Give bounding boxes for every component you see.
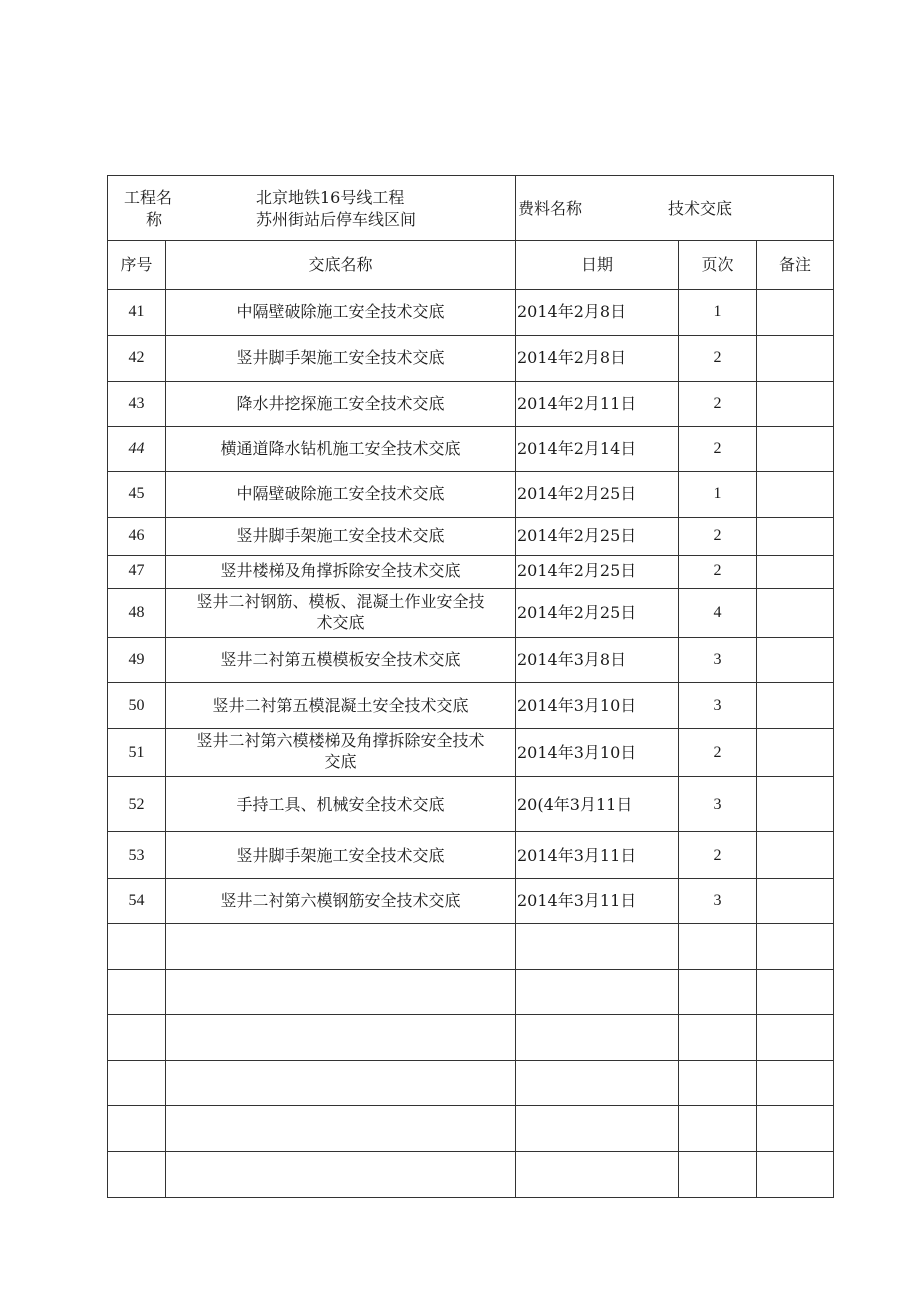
row-seq: 41: [128, 303, 145, 320]
row-seq: 46: [128, 527, 145, 544]
row-name: 横通道降水钻机施工安全技术交底: [220, 439, 461, 458]
project-label-line1: 工程名: [124, 188, 173, 207]
column-divider: [515, 240, 516, 1197]
row-name: 中隔壁破除施工安全技术交底: [236, 484, 445, 503]
row-divider: [108, 381, 833, 382]
column-divider: [515, 176, 516, 240]
row-date: 2014年2月25日: [517, 484, 637, 503]
row-name: 竖井二衬第六模钢筋安全技术交底: [220, 891, 461, 910]
row-pages: 3: [713, 651, 722, 668]
material-value: 技术交底: [668, 199, 733, 218]
row-pages: 2: [713, 527, 722, 544]
row-divider: [108, 588, 833, 589]
row-name-line1: 竖井二衬钢筋、模板、混凝土作业安全技: [196, 592, 485, 611]
row-date: 2014年2月14日: [517, 439, 637, 458]
material-label: 费料名称: [518, 199, 583, 218]
row-date: 2014年2月8日: [517, 302, 627, 321]
row-seq: 52: [128, 796, 145, 813]
row-divider: [108, 471, 833, 472]
project-name-line2: 苏州街站后停车线区间: [256, 210, 417, 229]
row-seq: 50: [128, 697, 145, 714]
row-divider: [108, 335, 833, 336]
row-pages: 1: [713, 485, 722, 502]
column-header-date: 日期: [580, 255, 613, 274]
row-name: 竖井脚手架施工安全技术交底: [236, 526, 445, 545]
row-name-line2: 交底: [324, 752, 357, 771]
row-date: 2014年3月8日: [517, 650, 627, 669]
row-divider: [108, 637, 833, 638]
row-seq: 51: [128, 744, 145, 761]
row-divider: [108, 517, 833, 518]
row-name: 竖井楼梯及角撑拆除安全技术交底: [220, 561, 461, 580]
column-header-pages: 页次: [701, 255, 734, 274]
row-divider: [108, 682, 833, 683]
row-name: 竖井二衬第五模混凝土安全技术交底: [212, 696, 469, 715]
project-label-line2: 称: [146, 210, 163, 229]
row-date: 2014年3月11日: [517, 846, 637, 865]
row-divider: [108, 878, 833, 879]
row-seq: 43: [128, 395, 145, 412]
row-divider: [108, 969, 833, 970]
row-divider: [108, 289, 833, 290]
row-date: 2014年2月25日: [517, 526, 637, 545]
row-divider: [108, 426, 833, 427]
row-pages: 2: [713, 395, 722, 412]
row-name: 竖井二衬第五模模板安全技术交底: [220, 650, 461, 669]
row-name: 竖井脚手架施工安全技术交底: [236, 348, 445, 367]
row-divider: [108, 728, 833, 729]
row-seq: 45: [128, 485, 145, 502]
column-header-remark: 备注: [778, 255, 811, 274]
row-divider: [108, 1105, 833, 1106]
row-date: 20(4年3月11日: [517, 795, 633, 814]
row-pages: 4: [713, 604, 722, 621]
row-name-line1: 竖井二衬第六模楼梯及角撑拆除安全技术: [196, 731, 485, 750]
row-pages: 2: [713, 744, 722, 761]
row-pages: 2: [713, 440, 722, 457]
row-divider: [108, 1060, 833, 1061]
row-name: 中隔壁破除施工安全技术交底: [236, 302, 445, 321]
row-date: 2014年2月25日: [517, 561, 637, 580]
row-divider: [108, 1014, 833, 1015]
row-date: 2014年3月10日: [517, 696, 637, 715]
column-divider: [165, 240, 166, 1197]
row-pages: 2: [713, 847, 722, 864]
row-seq: 42: [128, 349, 145, 366]
row-date: 2014年3月10日: [517, 743, 637, 762]
project-name-line1: 北京地铁16号线工程: [256, 188, 405, 207]
technical-briefing-register-table: [107, 175, 834, 1198]
row-seq: 48: [128, 604, 145, 621]
row-pages: 3: [713, 892, 722, 909]
row-divider: [108, 240, 833, 241]
row-date: 2014年2月25日: [517, 603, 637, 622]
row-divider: [108, 923, 833, 924]
column-header-name: 交底名称: [308, 255, 373, 274]
row-name: 手持工具、机械安全技术交底: [236, 795, 445, 814]
row-name: 竖井脚手架施工安全技术交底: [236, 846, 445, 865]
row-seq: 53: [128, 847, 145, 864]
row-divider: [108, 1151, 833, 1152]
row-pages: 1: [713, 303, 722, 320]
row-seq: 44: [128, 440, 145, 457]
row-date: 2014年3月11日: [517, 891, 637, 910]
column-header-seq: 序号: [120, 255, 153, 274]
row-pages: 2: [713, 349, 722, 366]
row-seq: 54: [128, 892, 145, 909]
row-pages: 3: [713, 796, 722, 813]
row-pages: 3: [713, 697, 722, 714]
row-divider: [108, 776, 833, 777]
row-divider: [108, 831, 833, 832]
row-name-line2: 术交底: [316, 613, 365, 632]
row-pages: 2: [713, 562, 722, 579]
row-seq: 47: [128, 562, 145, 579]
row-divider: [108, 555, 833, 556]
column-divider: [678, 240, 679, 1197]
row-seq: 49: [128, 651, 145, 668]
column-divider: [756, 240, 757, 1197]
row-date: 2014年2月11日: [517, 394, 637, 413]
row-name: 降水井挖探施工安全技术交底: [236, 394, 445, 413]
row-date: 2014年2月8日: [517, 348, 627, 367]
